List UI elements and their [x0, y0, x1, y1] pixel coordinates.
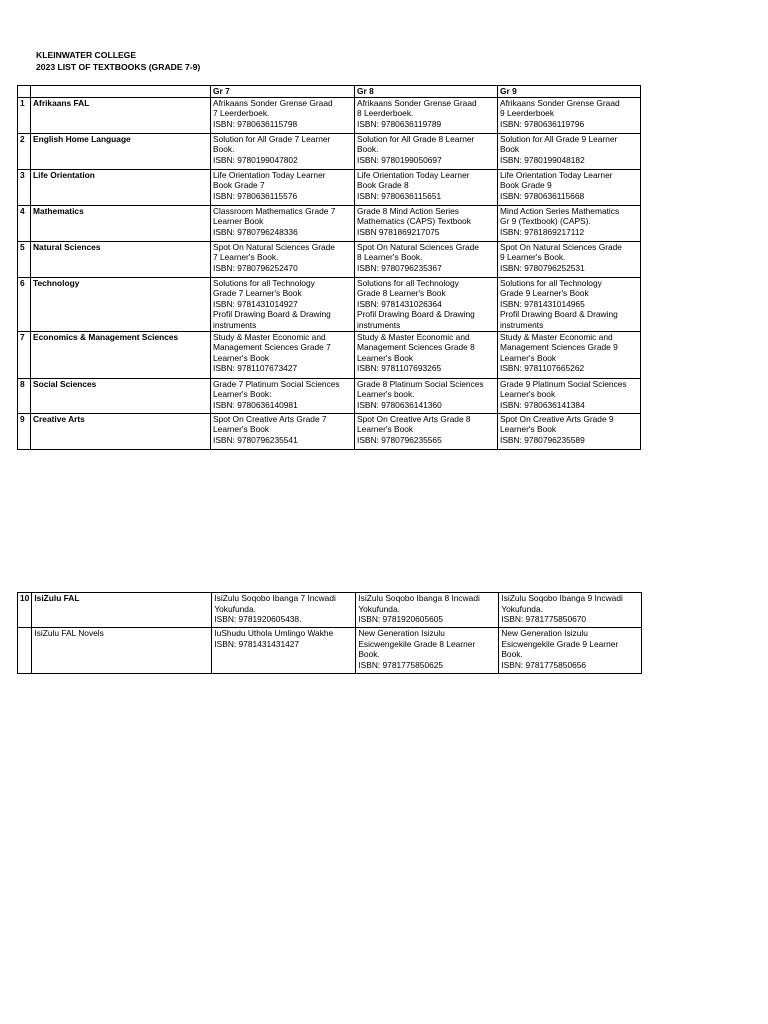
gr9-book: Life Orientation Today Learner Book Grade 9 ISBN: 9780636115668	[498, 169, 641, 205]
gr8-book: Solution for All Grade 8 Learner Book. ISBN: 9780199050697	[355, 133, 498, 169]
subject-name: Mathematics	[31, 205, 211, 241]
gr8-book: IsiZulu Soqobo Ibanga 8 Incwadi Yokufunda. ISBN: 9781920605605	[356, 593, 499, 628]
row-number: 1	[18, 97, 31, 133]
gr7-book: IuShudu Uthola Umlingo Wakhe ISBN: 9781431431427	[212, 628, 356, 674]
subject-name: Natural Sciences	[31, 241, 211, 277]
gr7-book: Spot On Creative Arts Grade 7 Learner's Book ISBN: 9780796235541	[211, 413, 355, 449]
subject-name: English Home Language	[31, 133, 211, 169]
gr8-book: Spot On Creative Arts Grade 8 Learner's Book ISBN: 9780796235565	[355, 413, 498, 449]
row-number: 4	[18, 205, 31, 241]
table-row	[18, 133, 641, 169]
row-number: 5	[18, 241, 31, 277]
gr8-book: Grade 8 Mind Action Series Mathematics (CAPS) Textbook ISBN 9781869217075	[355, 205, 498, 241]
row-number: 3	[18, 169, 31, 205]
gr9-book: Spot On Creative Arts Grade 9 Learner's Book ISBN: 9780796235589	[498, 413, 641, 449]
row-number: 8	[18, 378, 31, 413]
row-number: 9	[18, 413, 31, 449]
gr7-book: Solutions for all Technology Grade 7 Learner's Book ISBN: 9781431014927 Profil Drawing Board & Drawing instruments	[211, 277, 355, 331]
header-cell	[31, 86, 211, 98]
subject-name: Technology	[31, 277, 211, 331]
gr9-book: Spot On Natural Sciences Grade 9 Learner's Book. ISBN: 9780796252531	[498, 241, 641, 277]
gr9-book: New Generation Isizulu Esicwengekile Grade 9 Learner Book. ISBN: 9781775850656	[499, 628, 642, 674]
subject-name: Economics & Management Sciences	[31, 331, 211, 378]
table-row	[18, 378, 641, 413]
gr7-book: Grade 7 Platinum Social Sciences Learner's Book: ISBN: 9780636140981	[211, 378, 355, 413]
gr8-book: Afrikaans Sonder Grense Graad 8 Leerderboek. ISBN: 9780636119789	[355, 97, 498, 133]
header-cell	[18, 86, 31, 98]
gr7-book: Afrikaans Sonder Grense Graad 7 Leerderboek. ISBN: 9780636115798	[211, 97, 355, 133]
gr9-book: Afrikaans Sonder Grense Graad 9 Leerderboek ISBN: 9780636119796	[498, 97, 641, 133]
gr8-book: Grade 8 Platinum Social Sciences Learner's book. ISBN: 9780636141360	[355, 378, 498, 413]
row-number: 7	[18, 331, 31, 378]
table-row	[18, 413, 641, 449]
gr8-book: Solutions for all Technology Grade 8 Learner's Book ISBN: 9781431026364 Profil Drawing Board & Drawing instruments	[355, 277, 498, 331]
table-row	[18, 241, 641, 277]
gr9-book: Mind Action Series Mathematics Gr 9 (Textbook) (CAPS). ISBN: 9781869217112	[498, 205, 641, 241]
gr7-book: Solution for All Grade 7 Learner Book. ISBN: 9780199047802	[211, 133, 355, 169]
table-row	[18, 97, 641, 133]
table-row	[18, 169, 641, 205]
table-row	[18, 205, 641, 241]
document-title: 2023 LIST OF TEXTBOOKS (GRADE 7-9)	[36, 62, 201, 72]
table-row	[18, 593, 642, 628]
header-cell-gr7: Gr 7	[211, 86, 355, 98]
gr7-book: Study & Master Economic and Management Sciences Grade 7 Learner's Book ISBN: 9781107673427	[211, 331, 355, 378]
gr8-book: Study & Master Economic and Management Sciences Grade 8 Learner's Book ISBN: 9781107693265	[355, 331, 498, 378]
school-name: KLEINWATER COLLEGE	[36, 50, 137, 60]
row-number: 10	[18, 593, 32, 628]
gr7-book: Spot On Natural Sciences Grade 7 Learner's Book. ISBN: 9780796252470	[211, 241, 355, 277]
subject-name: IsiZulu FAL Novels	[32, 628, 212, 674]
subject-name: Life Orientation	[31, 169, 211, 205]
gr9-book: Study & Master Economic and Management Sciences Grade 9 Learner's Book ISBN: 9781107665262	[498, 331, 641, 378]
gr7-book: Life Orientation Today Learner Book Grade 7 ISBN: 9780636115576	[211, 169, 355, 205]
gr8-book: Life Orientation Today Learner Book Grade 8 ISBN: 9780636115651	[355, 169, 498, 205]
header-cell-gr9: Gr 9	[498, 86, 641, 98]
header-row	[18, 86, 641, 98]
row-number: 6	[18, 277, 31, 331]
gr8-book: Spot On Natural Sciences Grade 8 Learner's Book. ISBN: 9780796235367	[355, 241, 498, 277]
gr9-book: Solution for All Grade 9 Learner Book ISBN: 9780199048182	[498, 133, 641, 169]
row-number: 2	[18, 133, 31, 169]
gr9-book: Grade 9 Platinum Social Sciences Learner's book ISBN: 9780636141384	[498, 378, 641, 413]
table-row	[18, 331, 641, 378]
subject-name: Social Sciences	[31, 378, 211, 413]
gr7-book: Classroom Mathematics Grade 7 Learner Book ISBN: 9780796248336	[211, 205, 355, 241]
gr9-book: Solutions for all Technology Grade 9 Learner's Book ISBN: 9781431014965 Profil Drawing Board & Drawing instruments	[498, 277, 641, 331]
subject-name: Creative Arts	[31, 413, 211, 449]
textbook-table	[17, 85, 641, 450]
row-number	[18, 628, 32, 674]
gr7-book: IsiZulu Soqobo Ibanga 7 Incwadi Yokufunda. ISBN: 9781920605438.	[212, 593, 356, 628]
gr8-book: New Generation Isizulu Esicwengekile Grade 8 Learner Book. ISBN: 9781775850625	[356, 628, 499, 674]
subject-name: Afrikaans FAL	[31, 97, 211, 133]
isizulu-table	[17, 592, 642, 674]
subject-name: IsiZulu FAL	[32, 593, 212, 628]
table-row	[18, 628, 642, 674]
header-cell-gr8: Gr 8	[355, 86, 498, 98]
gr9-book: IsiZulu Soqobo Ibanga 9 Incwadi Yokufunda. ISBN: 9781775850670	[499, 593, 642, 628]
table-row	[18, 277, 641, 331]
